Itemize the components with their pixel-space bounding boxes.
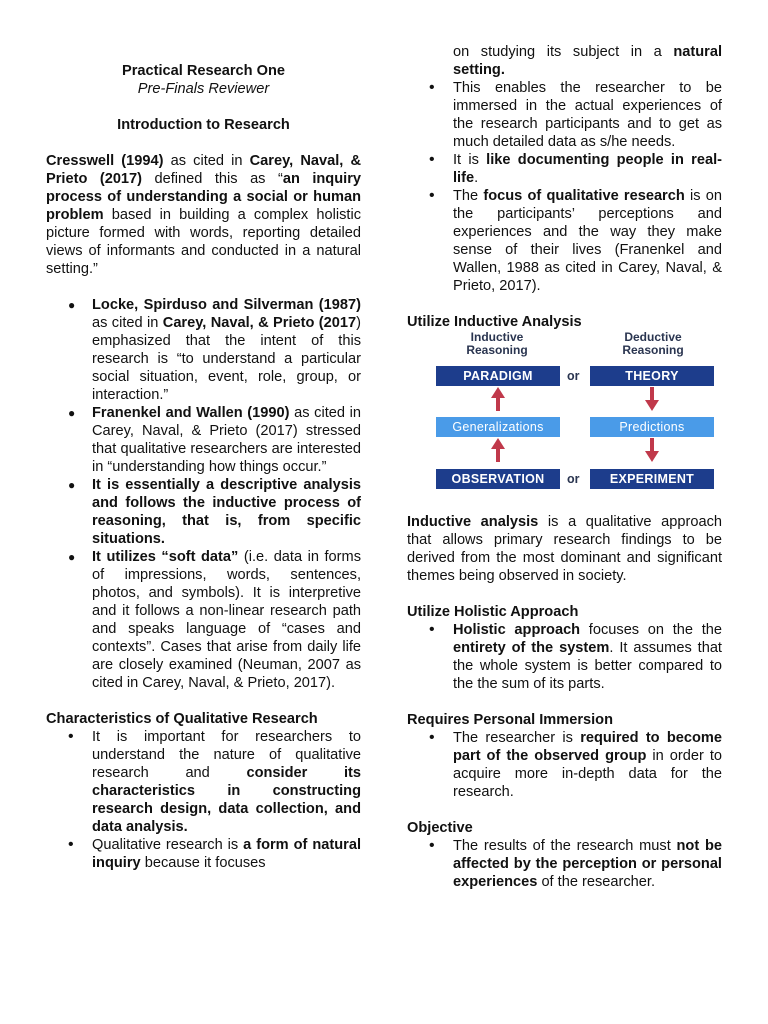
list-item: ● Franenkel and Wallen (1990) as cited in Carey, Naval, & Prieto (2017) stressed that qualitative researchers are interested in “understanding how things occur.”	[46, 404, 361, 476]
characteristics-list-continued	[407, 43, 722, 295]
deductive-reasoning-label: Deductive Reasoning	[622, 330, 684, 357]
list-item-continued: on studying its subject in a natural setting.	[453, 44, 722, 78]
list-item: • It is important for researchers to understand the nature of qualitative research and consider its characteristics in constructing research design, data collection, and data analysis.	[46, 728, 361, 836]
list-item: • The focus of qualitative research is on the participants’ perceptions and experiences and the way they make sense of their lives (Franenkel and Wallen, 1988 as cited in Carey, Naval, & Prieto, 2017).	[407, 187, 722, 295]
arrow-down-top-icon	[645, 387, 659, 411]
inductive-heading: Utilize Inductive Analysis	[407, 314, 582, 330]
list-item: • The researcher is required to become part of the observed group in order to acquire more in-depth data for the research.	[407, 729, 722, 801]
or-label: or	[567, 369, 580, 383]
diagram-arrows	[407, 331, 722, 491]
observation-box: OBSERVATION	[436, 469, 560, 489]
generalizations-box: Generalizations	[436, 417, 560, 437]
list-item: • The results of the research must not be affected by the perception or personal experiences of the researcher.	[407, 837, 722, 891]
inductive-reasoning-label: Inductive Reasoning	[466, 330, 528, 357]
reasoning-diagram	[407, 331, 722, 491]
right-column	[407, 0, 722, 891]
list-item: • Holistic approach focuses on the the entirety of the system. It assumes that the whole system is better compared to the the sum of its parts.	[407, 621, 722, 693]
holistic-heading: Utilize Holistic Approach	[407, 604, 579, 620]
document-title: Practical Research One	[121, 63, 286, 79]
objective-list	[407, 837, 722, 891]
list-item: ● It utilizes “soft data” (i.e. data in forms of impressions, words, sentences, photos, and symbols). It is interpretive and it follows a non-linear research path and speaks language of “cases and contexts”. Cases that arise from daily life are closely examined (Neuman, 2007 as cited in Carey, Naval, & Prieto, 2017).	[46, 548, 361, 692]
holistic-list	[407, 621, 722, 693]
arrow-down-bottom-icon	[645, 438, 659, 462]
or-label: or	[567, 472, 580, 486]
predictions-box: Predictions	[590, 417, 714, 437]
immersion-list	[407, 729, 722, 801]
document-subtitle: Pre-Finals Reviewer	[137, 81, 270, 97]
list-item: • It is like documenting people in real-life.	[407, 151, 722, 187]
arrow-up-bottom-icon	[491, 438, 505, 462]
experiment-box: EXPERIMENT	[590, 469, 714, 489]
arrow-up-top-icon	[491, 387, 505, 411]
paradigm-box: PARADIGM	[436, 366, 560, 386]
list-item: ● It is essentially a descriptive analysis and follows the inductive process of reasoning, that is, from specific situations.	[46, 476, 361, 548]
characteristics-list	[46, 728, 361, 872]
list-item: • Qualitative research is a form of natural inquiry because it focuses	[46, 836, 361, 872]
left-column	[46, 0, 361, 872]
immersion-heading: Requires Personal Immersion	[407, 712, 614, 728]
list-item: • This enables the researcher to be immersed in the actual experiences of the research participants and to get as much detailed data as s/he needs.	[407, 79, 722, 151]
inductive-paragraph: Inductive analysis is a qualitative approach that allows primary research findings to be derived from the most dominant and significant themes being observed in society.	[407, 514, 722, 584]
definitions-list	[46, 296, 361, 692]
objective-heading: Objective	[407, 820, 473, 836]
theory-box: THEORY	[590, 366, 714, 386]
characteristics-heading: Characteristics of Qualitative Research	[46, 711, 318, 727]
intro-paragraph: Cresswell (1994) as cited in Carey, Naval, & Prieto (2017) defined this as “an inquiry process of understanding a social or human problem based in building a complex holistic picture formed with words, reporting detailed views of informants and conducted in a natural setting.”	[46, 153, 361, 277]
list-item: ● Locke, Spirduso and Silverman (1987) as cited in Carey, Naval, & Prieto (2017) emphasized that the intent of this research is “to understand a particular social situation, event, role, group, or interaction.”	[46, 296, 361, 404]
section-heading: Introduction to Research	[117, 117, 290, 133]
